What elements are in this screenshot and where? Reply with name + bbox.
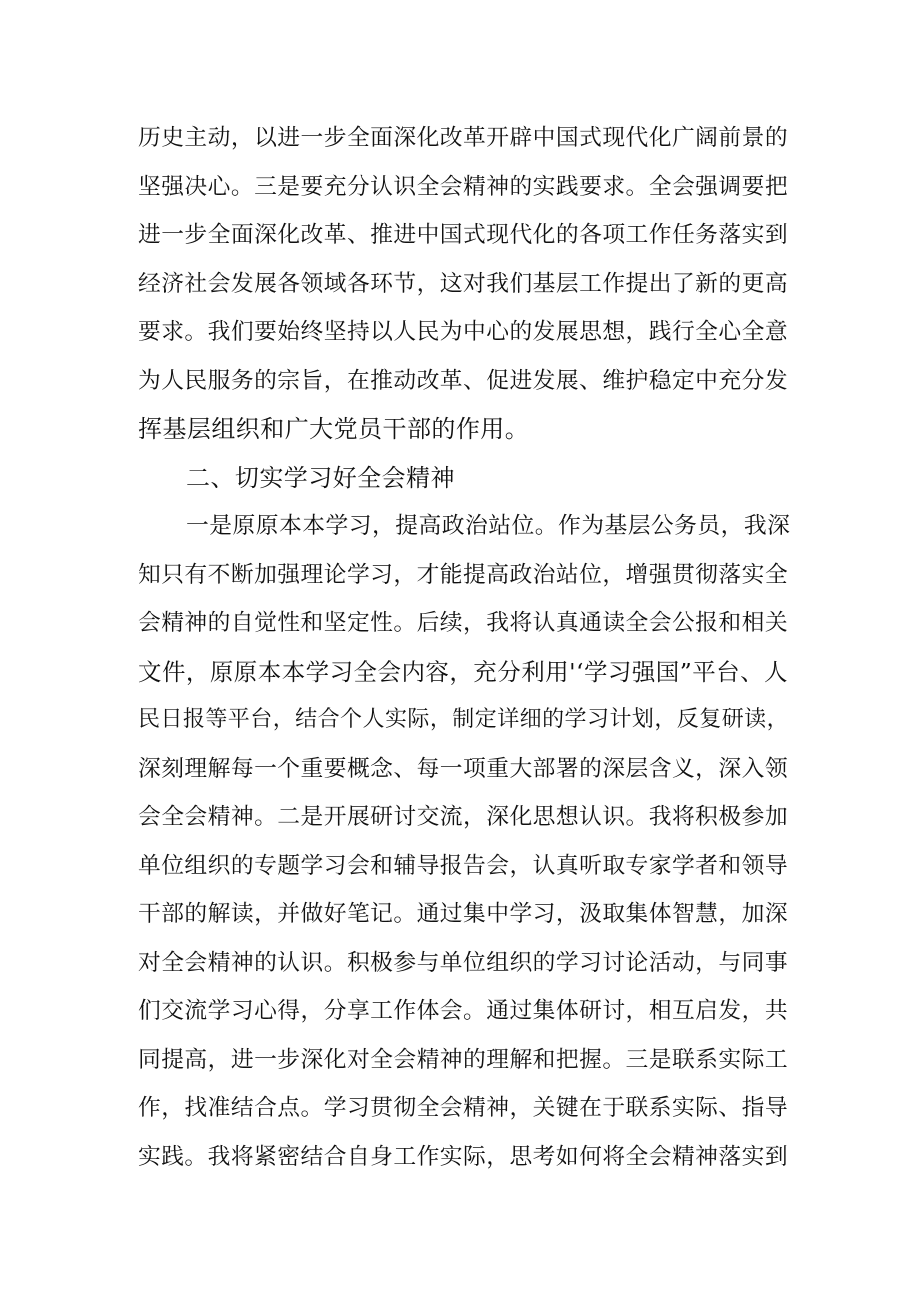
text-line: 干部的解读，并做好笔记。通过集中学习，汲取集体智慧，加深 (138, 901, 789, 927)
text-line: 实践。我将紧密结合自身工作实际，思考如何将全会精神落实到 (138, 1143, 789, 1170)
text-line: 会精神的自觉性和坚定性。后续，我将认真通读全会公报和相关 (138, 610, 789, 636)
text-line: 历史主动，以进一步全面深化改革开辟中国式现代化广阔前景的 (138, 125, 789, 151)
text-line: 知只有不断加强理论学习，才能提高政治站位，增强贯彻落实全 (138, 561, 789, 588)
text-line: 进一步全面深化改革、推进中国式现代化的各项工作任务落实到 (138, 222, 789, 248)
text-line: 同提高，进一步深化对全会精神的理解和把握。三是联系实际工 (138, 1046, 789, 1073)
text-line: 要求。我们要始终坚持以人民为中心的发展思想，践行全心全意 (138, 319, 789, 345)
text-line: 挥基层组织和广大党员干部的作用。 (138, 415, 530, 443)
text-line: 经济社会发展各领域各环节，这对我们基层工作提出了新的更高 (138, 270, 789, 297)
text-line: 对全会精神的认识。积极参与单位组织的学习讨论活动，与同事 (138, 949, 789, 976)
text-line: 会全会精神。二是开展研讨交流，深化思想认识。我将积极参加 (138, 804, 789, 830)
text-line: 坚强决心。三是要充分认识全会精神的实践要求。全会强调要把 (138, 173, 789, 200)
text-line: 一是原原本本学习，提高政治站位。作为基层公务员，我深 (186, 513, 791, 539)
text-line: 为人民服务的宗旨，在推动改革、促进发展、维护稳定中充分发 (138, 367, 789, 394)
section-heading: 二、切实学习好全会精神 (186, 463, 455, 492)
text-line: 深刻理解每一个重要概念、每一项重大部署的深层含义，深入领 (138, 755, 789, 782)
text-line: 单位组织的专题学习会和辅导报告会，认真听取专家学者和领导 (138, 852, 789, 879)
document-body (138, 114, 791, 1181)
text-line: 民日报等平台，结合个人实际，制定详细的学习计划，反复研读， (138, 707, 790, 732)
text-line: 文件，原原本本学习全会内容，充分利用'‘学习强国”平台、人 (138, 657, 788, 686)
text-line: 作，找准结合点。学习贯彻全会精神，关键在于联系实际、指导 (138, 1095, 789, 1121)
text-line: 们交流学习心得，分享工作体会。通过集体研讨，相互启发，共 (138, 998, 789, 1024)
